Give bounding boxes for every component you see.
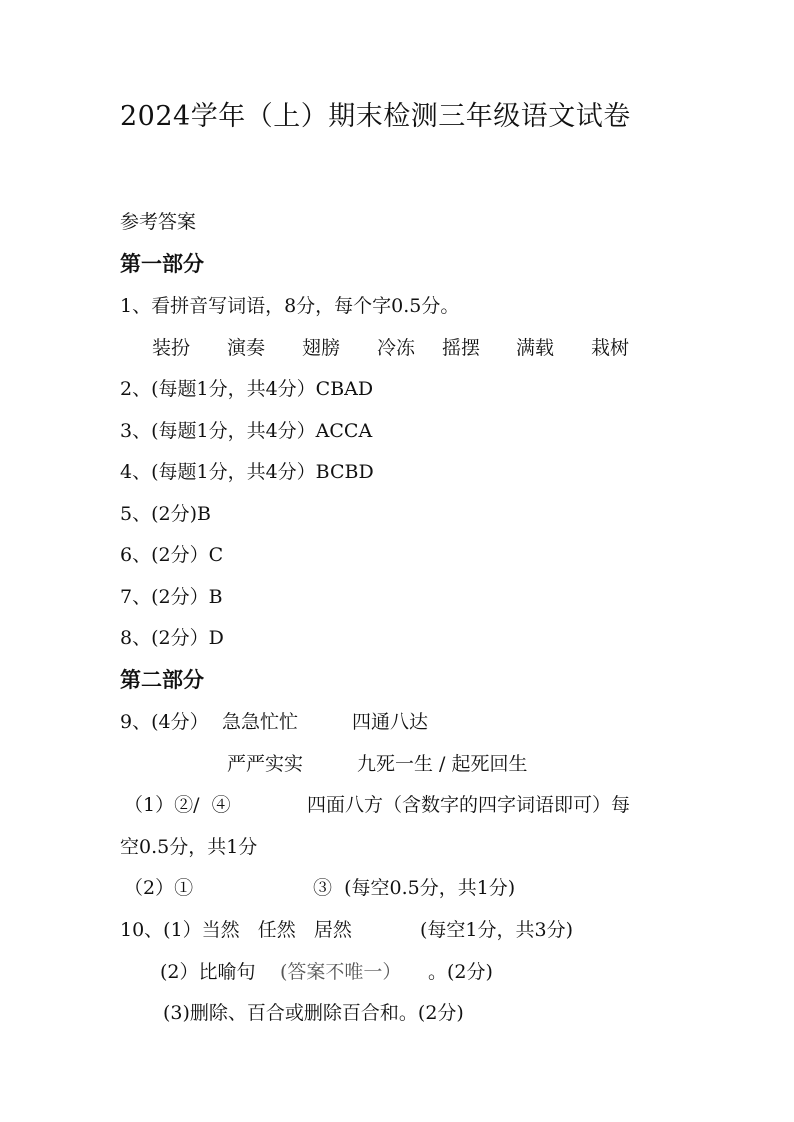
page-title: 2024学年（上）期末检测三年级语文试卷 (120, 101, 631, 132)
section-heading-part2: 第二部分 (120, 667, 204, 692)
subtitle: 参考答案 (120, 211, 197, 233)
q9-answer: 严严实实 (227, 753, 304, 775)
word-item: 摇摆 (442, 337, 481, 359)
word-item: 栽树 (591, 337, 630, 359)
q9-answer: 四通八达 (352, 711, 429, 733)
q10-sub2-score: 。(2分) (428, 961, 493, 983)
question-8: 8、(2分）D (120, 627, 224, 649)
word-item: 翅膀 (302, 337, 341, 359)
q10-score: (每空1分，共3分) (420, 919, 574, 941)
q9-answer: 九死一生 / 起死回生 (357, 753, 528, 775)
q9-sub1-score: 空0.5分，共1分 (120, 836, 258, 858)
section-heading-part1: 第一部分 (120, 251, 204, 276)
question-6: 6、(2分）C (120, 544, 224, 566)
question-2: 2、(每题1分，共4分）CBAD (120, 378, 374, 400)
word-item: 装扮 (152, 337, 191, 359)
question-5: 5、(2分)B (120, 503, 211, 525)
q9-sub1-marks: （1）②/ ④ (124, 794, 231, 816)
q9-answer: 急急忙忙 (222, 711, 299, 733)
q9-sub1-answer: 四面八方（含数字的四字词语即可）每 (307, 794, 631, 816)
q9-prefix: 9、(4分） (120, 711, 209, 733)
word-item: 冷冻 (377, 337, 416, 359)
word-item: 满载 (516, 337, 555, 359)
q9-sub2-score: ③ (每空0.5分，共1分) (313, 877, 516, 899)
q9-sub2-marks: （2）① (124, 877, 194, 899)
q10-answer: 10、(1）当然 任然 居然 (120, 919, 352, 941)
question-3: 3、(每题1分，共4分）ACCA (120, 420, 373, 442)
word-item: 演奏 (227, 337, 266, 359)
q10-sub2-answer: (2）比喻句 (160, 961, 256, 983)
q10-sub2-note: (答案不唯一） (280, 961, 402, 983)
q10-sub3-answer: (3)删除、百合或删除百合和。(2分) (163, 1002, 464, 1024)
question-1: 1、看拼音写词语，8分，每个字0.5分。 (120, 295, 460, 317)
question-4: 4、(每题1分，共4分）BCBD (120, 461, 374, 483)
question-7: 7、(2分）B (120, 586, 223, 608)
